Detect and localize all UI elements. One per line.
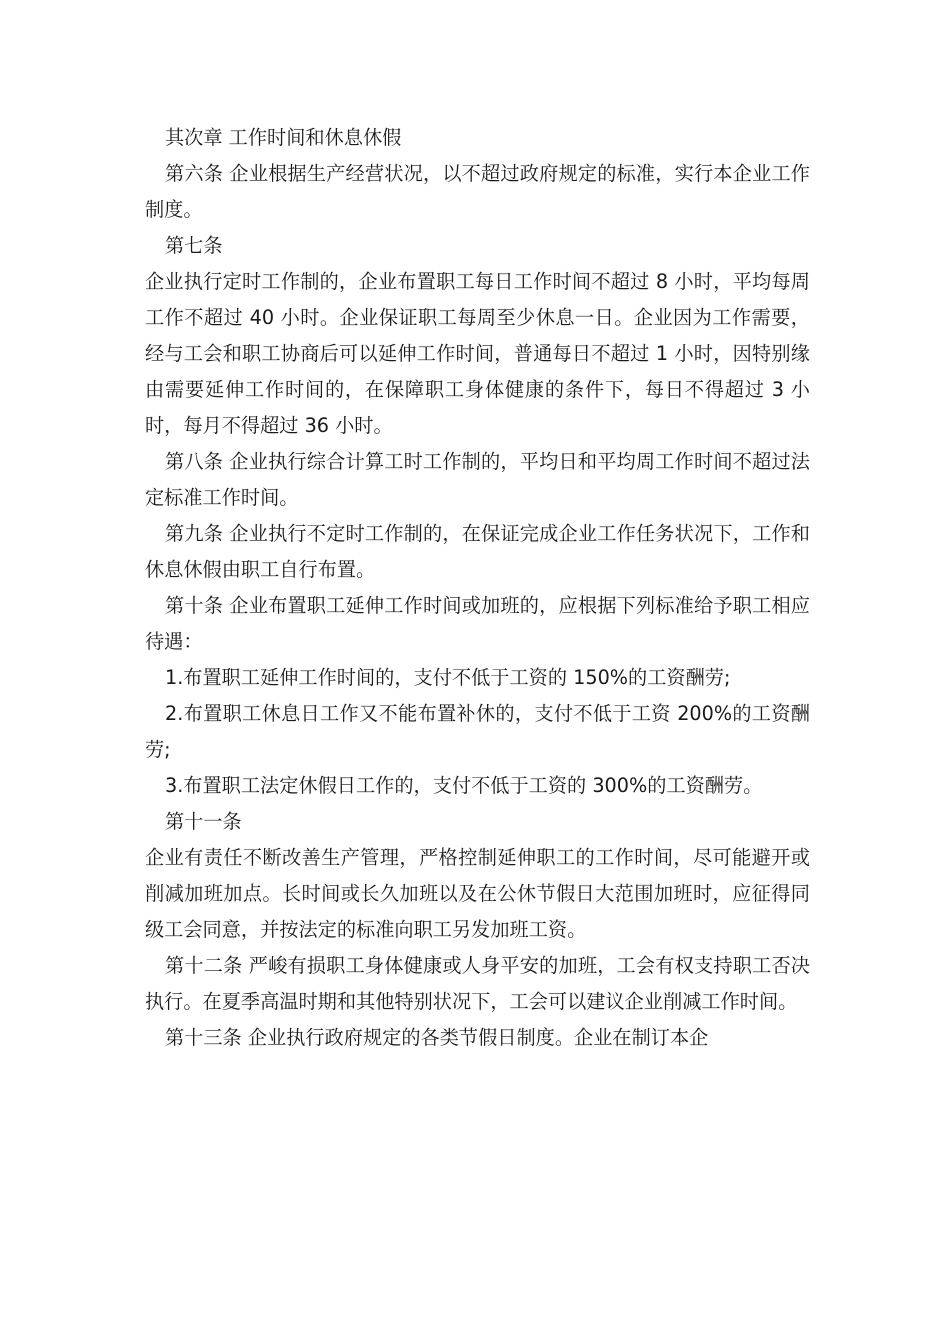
article-10: 第十条 企业布置职工延伸工作时间或加班的，应根据下列标准给予职工相应待遇： [145, 594, 810, 653]
article-10-item-1: 1.布置职工延伸工作时间的，支付不低于工资的 150%的工资酬劳; [165, 666, 731, 689]
article-11-body: 企业有责任不断改善生产管理，严格控制延伸职工的工作时间，尽可能避开或削减加班加点。长时间或长久加班以及在公休节假日大范围加班时，应征得同级工会同意，并按法定的标准向职工另发加班工资。 [145, 846, 810, 941]
document-body [145, 120, 810, 1056]
article-9: 第九条 企业执行不定时工作制的，在保证完成企业工作任务状况下，工作和休息休假由职工自行布置。 [145, 522, 810, 581]
article-11-heading: 第十一条 [165, 810, 242, 833]
article-6: 第六条 企业根据生产经营状况，以不超过政府规定的标准，实行本企业工作制度。 [145, 162, 810, 221]
article-13: 第十三条 企业执行政府规定的各类节假日制度。企业在制订本企 [165, 1026, 709, 1049]
article-10-item-2: 2.布置职工休息日工作又不能布置补休的，支付不低于工资 200%的工资酬劳; [145, 702, 810, 761]
article-10-item-3: 3.布置职工法定休假日工作的，支付不低于工资的 300%的工资酬劳。 [165, 774, 763, 797]
article-7-body: 企业执行定时工作制的，企业布置职工每日工作时间不超过 8 小时，平均每周工作不超过 40 小时。企业保证职工每周至少休息一日。企业因为工作需要，经与工会和职工协商后可以延伸工作时间，普通每日不超过 1 小时，因特别缘由需要延伸工作时间的，在保障职工身体健康的条件下，每日不得超过 3 小时，每月不得超过 36 小时。 [145, 270, 810, 437]
article-8: 第八条 企业执行综合计算工时工作制的，平均日和平均周工作时间不超过法定标准工作时间。 [145, 450, 810, 509]
article-12: 第十二条 严峻有损职工身体健康或人身平安的加班，工会有权支持职工否决执行。在夏季高温时期和其他特别状况下，工会可以建议企业削减工作时间。 [145, 954, 810, 1013]
article-7-heading: 第七条 [165, 234, 223, 257]
chapter-heading: 其次章 工作时间和休息休假 [165, 126, 402, 149]
